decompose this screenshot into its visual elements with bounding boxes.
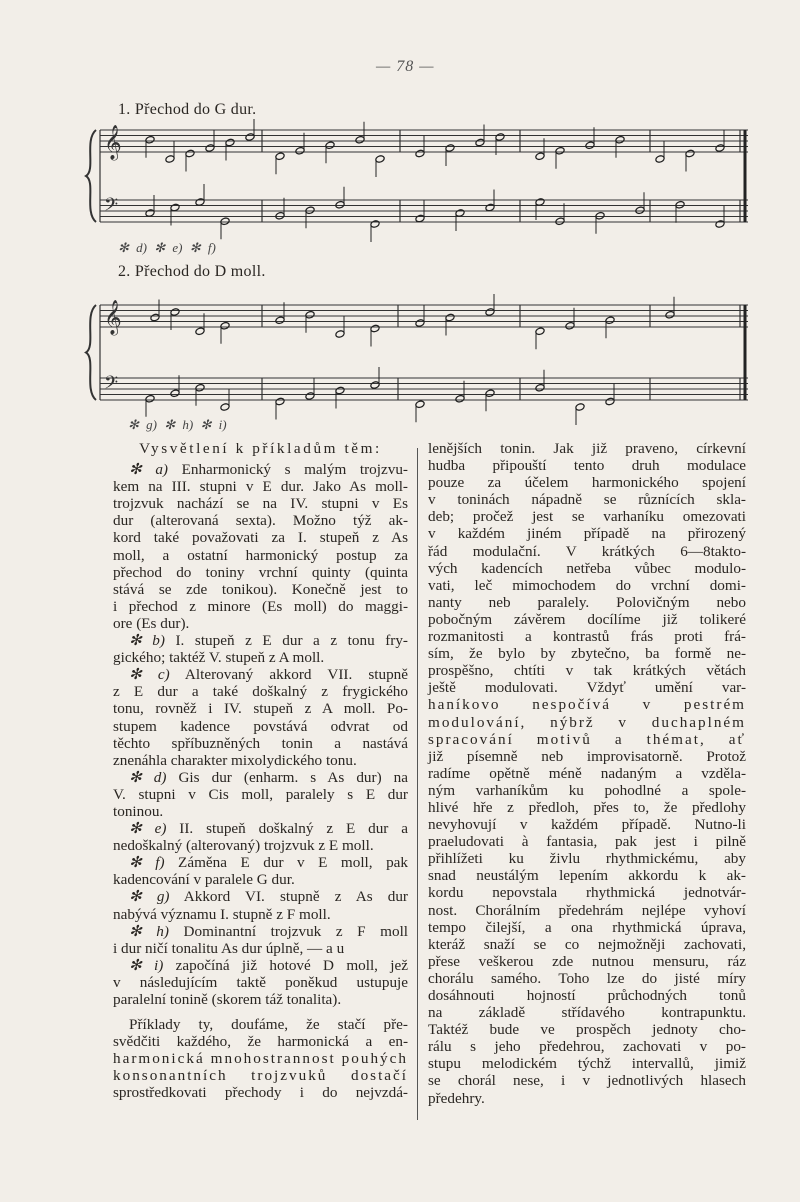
paragraph-line: praeludovati à fantasia, pak jest i pilně	[428, 833, 746, 851]
note-line	[113, 940, 408, 957]
paragraph-line: haníkovo nespočívá v pestrém	[428, 696, 746, 714]
treble-clef: 𝄞	[104, 125, 122, 160]
note-text: kord také považovati za I. stupeň z As	[113, 529, 408, 547]
note-text: II. stupeň doškalný z E dur a	[179, 820, 408, 838]
note-line	[113, 803, 408, 820]
paragraph-line: prospěšno, chtíti v tak krátkých větách	[428, 662, 746, 680]
note-text: Dominantní trojzvuk z F moll	[183, 922, 409, 940]
note-text: Enharmonický s malým trojzvu-	[181, 461, 408, 479]
paragraph-line: radíme opětně méně nadaným a vzděla-	[428, 764, 746, 782]
note-text: stupem kadence povstává odvrat od	[113, 717, 408, 735]
paragraph-line: sím, že bylo by zbytečno, ba formě ne-	[428, 645, 746, 663]
note-text: tonu, rovněž i IV. stupeň z A moll. Po-	[113, 700, 408, 718]
note-line	[113, 495, 408, 512]
note-text: Záměna E dur v E moll, pak	[178, 854, 409, 872]
paragraph-line: sprostředkovati přechody i do nejvzdá-	[113, 1084, 408, 1102]
paragraph-line: Příklady ty, doufáme, že stačí pře-	[129, 1016, 408, 1034]
note-line	[113, 581, 408, 598]
paragraph-line: řád modulační. V krátkých 6—8takto-	[428, 542, 746, 560]
note-line	[113, 752, 408, 769]
note-line	[113, 598, 408, 615]
note-line	[113, 957, 408, 974]
paragraph-line: již písemně neb improvisatorně. Protož	[428, 747, 746, 765]
page-number: — 78 —	[376, 58, 435, 75]
note-line	[113, 735, 408, 752]
paragraph-line: snad neustálým lepením akkordu k ak-	[428, 867, 746, 885]
paragraph-line: na základě střídavého kontrapunktu.	[428, 1004, 746, 1022]
paragraph-gap	[113, 1008, 408, 1016]
note-text: nabývá významu I. stupně z F moll.	[113, 905, 331, 923]
note-text: i přechod z minore (Es moll) do maggi-	[113, 597, 408, 615]
note-text: přechod do toniny vrchní quinty (quinta	[113, 563, 408, 581]
note-line	[113, 683, 408, 700]
paragraph-line: přihlížeti ku živlu rhythmickému, aby	[428, 850, 746, 868]
note-text: Akkord VI. stupně z As dur	[183, 888, 408, 906]
note-line	[113, 974, 408, 991]
paragraph-line: ným varhaníkům ku pohodlné a spole-	[428, 781, 746, 799]
note-text: trojzvuk nachází se na IV. stupni v Es	[113, 495, 408, 513]
example-1-annotations: ✻ d) ✻ e) ✻ f)	[118, 240, 216, 255]
note-text: paralelní tonině (skorem táž tonalita).	[113, 991, 342, 1008]
column-divider	[417, 448, 418, 1120]
example-2-annotations: ✻ g) ✻ h) ✻ i)	[128, 417, 227, 432]
paragraph-line: nanty neb paralely. Polovičným nebo	[428, 593, 746, 611]
note-text: kadencování v paralele G dur.	[113, 871, 295, 889]
note-line	[113, 820, 408, 837]
note-line	[113, 786, 408, 803]
note-text: gického; taktéž V. stupeň z A moll.	[113, 649, 325, 667]
note-line	[113, 649, 408, 666]
note-line	[113, 632, 408, 649]
paragraph-line: pouze za účelem harmonického spojení	[428, 474, 746, 492]
note-text: znenáhla charakter mixolydického tonu.	[113, 751, 357, 769]
paragraph-line: chorálu samého. Toho lze do jisté míry	[428, 969, 746, 987]
paragraph-line: v každém jiném případě na přirozený	[428, 525, 746, 543]
paragraph-line: předehry.	[428, 1089, 485, 1107]
treble-clef: 𝄞	[104, 300, 122, 335]
paragraph-line: rozmanitosti a kontrastů frás proti frá-	[428, 628, 746, 646]
note-text: moll, a ostatní harmonický postup za	[113, 546, 408, 564]
note-text: nedoškalný (alterovaný) trojzvuk z E moll.	[113, 837, 374, 855]
note-line	[113, 769, 408, 786]
note-marker: ✻ g)	[129, 888, 170, 906]
note-text: těchto spříbuzněných tonin a nastává	[113, 734, 408, 752]
note-line	[113, 478, 408, 495]
note-line	[113, 923, 408, 940]
paragraph-line: rálu s jeho předehrou, zachovati v po-	[428, 1038, 746, 1056]
paragraph-line: modulování, nýbrž v duchaplném	[428, 713, 746, 731]
note-line	[113, 700, 408, 717]
note-marker: ✻ e)	[129, 820, 167, 838]
paragraph-line: dosáhnouti hojností průchodných tonů	[428, 987, 746, 1004]
paragraph-line: hlivé hře z předloh, přes to, že předlohy	[428, 798, 746, 816]
paragraph-line: vati, leč mimochodem do vrchní domi-	[428, 576, 746, 594]
note-text: ore (Es dur).	[113, 614, 190, 632]
note-line	[113, 564, 408, 581]
paragraph-line: harmonická mnohostrannost pouhých	[113, 1050, 408, 1068]
note-marker: ✻ b)	[129, 632, 165, 650]
paragraph-line: kordu nepovstala rhythmická jednotvár-	[428, 884, 746, 902]
note-line	[113, 666, 408, 683]
explanation-heading: Vysvětlení k příkladům těm:	[139, 440, 382, 457]
paragraph-line: svědčiti každého, že harmonická a en-	[113, 1033, 408, 1051]
paragraph-line: nost. Chorálním předehrám nejlépe vyhoví	[428, 901, 746, 919]
paragraph-line: v toninách nápadně se různících skla-	[428, 491, 746, 509]
note-line	[113, 854, 408, 871]
right-column	[428, 440, 746, 1107]
note-text: dur (alterovaná sexta). Možno týž ak-	[113, 512, 408, 530]
paragraph-line: ještě modulovati. Vždyť umění var-	[428, 679, 746, 697]
paragraph-line: kteráž snaží se co nejmožněji zachovati,	[428, 935, 746, 953]
paragraph-line: Taktéž bude ve prospěch jednoty cho-	[428, 1021, 746, 1039]
note-marker: ✻ c)	[129, 666, 170, 684]
note-line	[113, 906, 408, 923]
note-text: kem na III. stupni v E dur. Jako As moll-	[113, 478, 408, 496]
note-line	[113, 529, 408, 546]
note-marker: ✻ h)	[129, 922, 169, 940]
bass-clef: 𝄢	[104, 373, 119, 398]
note-text: v následujícím taktě poněkud ustupuje	[113, 973, 408, 991]
note-line	[113, 888, 408, 905]
paragraph-line: spracování motivů a thémat, ať	[428, 730, 746, 748]
note-line	[113, 718, 408, 735]
paragraph-line: nevyhovují v každém případě. Nutno-li	[428, 816, 746, 834]
paragraph-line: konsonantních trojzvuků dostačí	[113, 1067, 408, 1085]
note-text: i dur ničí tonalitu As dur úplně, — a u	[113, 939, 345, 957]
note-text: toninou.	[113, 802, 164, 820]
note-line	[113, 871, 408, 888]
note-marker: ✻ a)	[129, 461, 168, 479]
note-marker: ✻ d)	[129, 768, 167, 786]
paragraph-line: pobočným závěrem docílíme již tolikeré	[428, 610, 746, 628]
note-text: I. stupeň z E dur a z tonu fry-	[175, 632, 408, 650]
note-line	[113, 461, 408, 478]
paragraph-line: tempo čilejší, a ona rhythmická úprava,	[428, 918, 746, 936]
note-text: Alterovaný akkord VII. stupně	[184, 666, 408, 684]
bass-clef: 𝄢	[104, 195, 119, 220]
note-line	[113, 547, 408, 564]
note-line	[113, 991, 408, 1008]
note-text: Gis dur (enharm. s As dur) na	[178, 768, 409, 786]
paragraph-line: se chorál nese, i v jednotlivých hlasech	[428, 1072, 746, 1090]
brace	[86, 305, 96, 400]
paragraph-line: hudba připouští tento druh modulace	[428, 457, 746, 475]
paragraph-line: přese veškerou zde nutnou mensuru, ráz	[428, 952, 746, 970]
note-text: započíná již hotové D moll, jež	[175, 956, 408, 974]
example-1-title: 1. Přechod do G dur.	[118, 101, 257, 118]
paragraph-line: stupu melodickém týchž intervallů, jimiž	[428, 1055, 746, 1073]
example-2-title: 2. Přechod do D moll.	[118, 263, 266, 280]
paragraph-line: lenějších tonin. Jak již praveno, církevní	[428, 440, 746, 457]
brace	[86, 130, 96, 222]
paragraph-line: vých kadencích netřeba vůbec modulo-	[428, 559, 746, 577]
note-line	[113, 615, 408, 632]
note-text: V. stupni v Cis moll, paralely s E dur	[113, 785, 408, 803]
note-line	[113, 512, 408, 529]
note-marker: ✻ f)	[129, 854, 165, 872]
note-line	[113, 837, 408, 854]
note-text: z E dur a také doškalný z frygického	[113, 683, 408, 701]
note-marker: ✻ i)	[129, 956, 164, 974]
left-column	[113, 440, 408, 1102]
paragraph-line: deb; pročež jest se varhaníku omezovati	[428, 508, 746, 526]
note-text: stává se zde tonikou). Konečně jest to	[113, 580, 408, 598]
music-notation	[0, 0, 800, 440]
